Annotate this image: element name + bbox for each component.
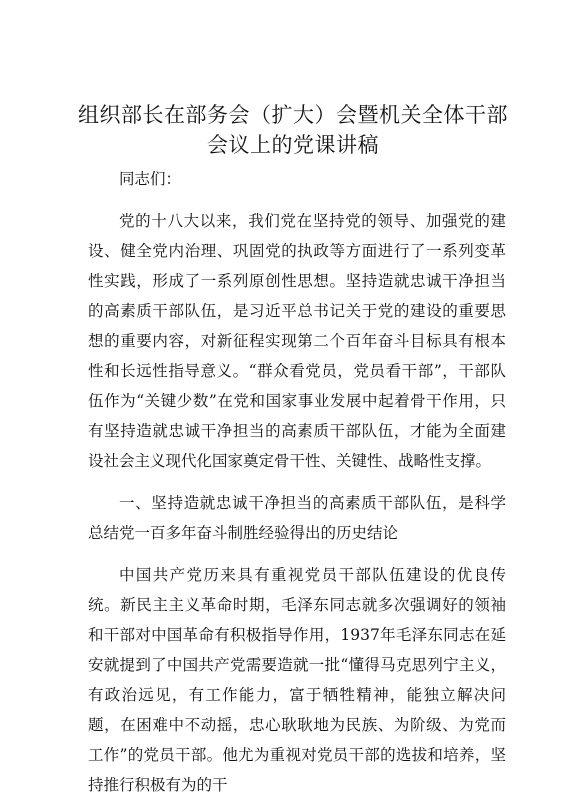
title-line-2: 会议上的党课讲稿	[207, 133, 379, 157]
document-body	[88, 164, 506, 812]
title-line-1: 组织部长在部务会（扩大）会暨机关全体干部	[78, 103, 508, 127]
document-title	[70, 100, 516, 160]
salutation: 同志们：	[119, 170, 182, 188]
section-heading: 一、坚持造就忠诚干净担当的高素质干部队伍，是科学总结党一百多年奋斗制胜经验得出的历史结论	[88, 494, 506, 542]
section-paragraph: 中国共产党历来具有重视党员干部队伍建设的优良传统。新民主主义革命时期，毛泽东同志就多次强调好的领袖和干部对中国革命有积极指导作用，1937年毛泽东同志在延安就提到了中国共产党需要造就一批“懂得马克思列宁主义，有政治远见，有工作能力，富于牺牲精神，能独立解决问题，在困难中不动摇，忠心耿耿地为民族、为阶级、为党而工作”的党员干部。他尤为重视对党员干部的选拔和培养，坚持推行积极有为的干	[88, 566, 506, 794]
intro-paragraph: 党的十八大以来，我们党在坚持党的领导、加强党的建设、健全党内治理、巩固党的执政等方面进行了一系列变革性实践，形成了一系列原创性思想。坚持造就忠诚干净担当的高素质干部队伍，是习近平总书记关于党的建设的重要思想的重要内容，对新征程实现第二个百年奋斗目标具有根本性和长远性指导意义。“群众看党员，党员看干部”，干部队伍作为“关键少数”在党和国家事业发展中起着骨干作用，只有坚持造就忠诚干净担当的高素质干部队伍，才能为全面建设社会主义现代化国家奠定骨干性、关键性、战略性支撑。	[88, 212, 506, 470]
